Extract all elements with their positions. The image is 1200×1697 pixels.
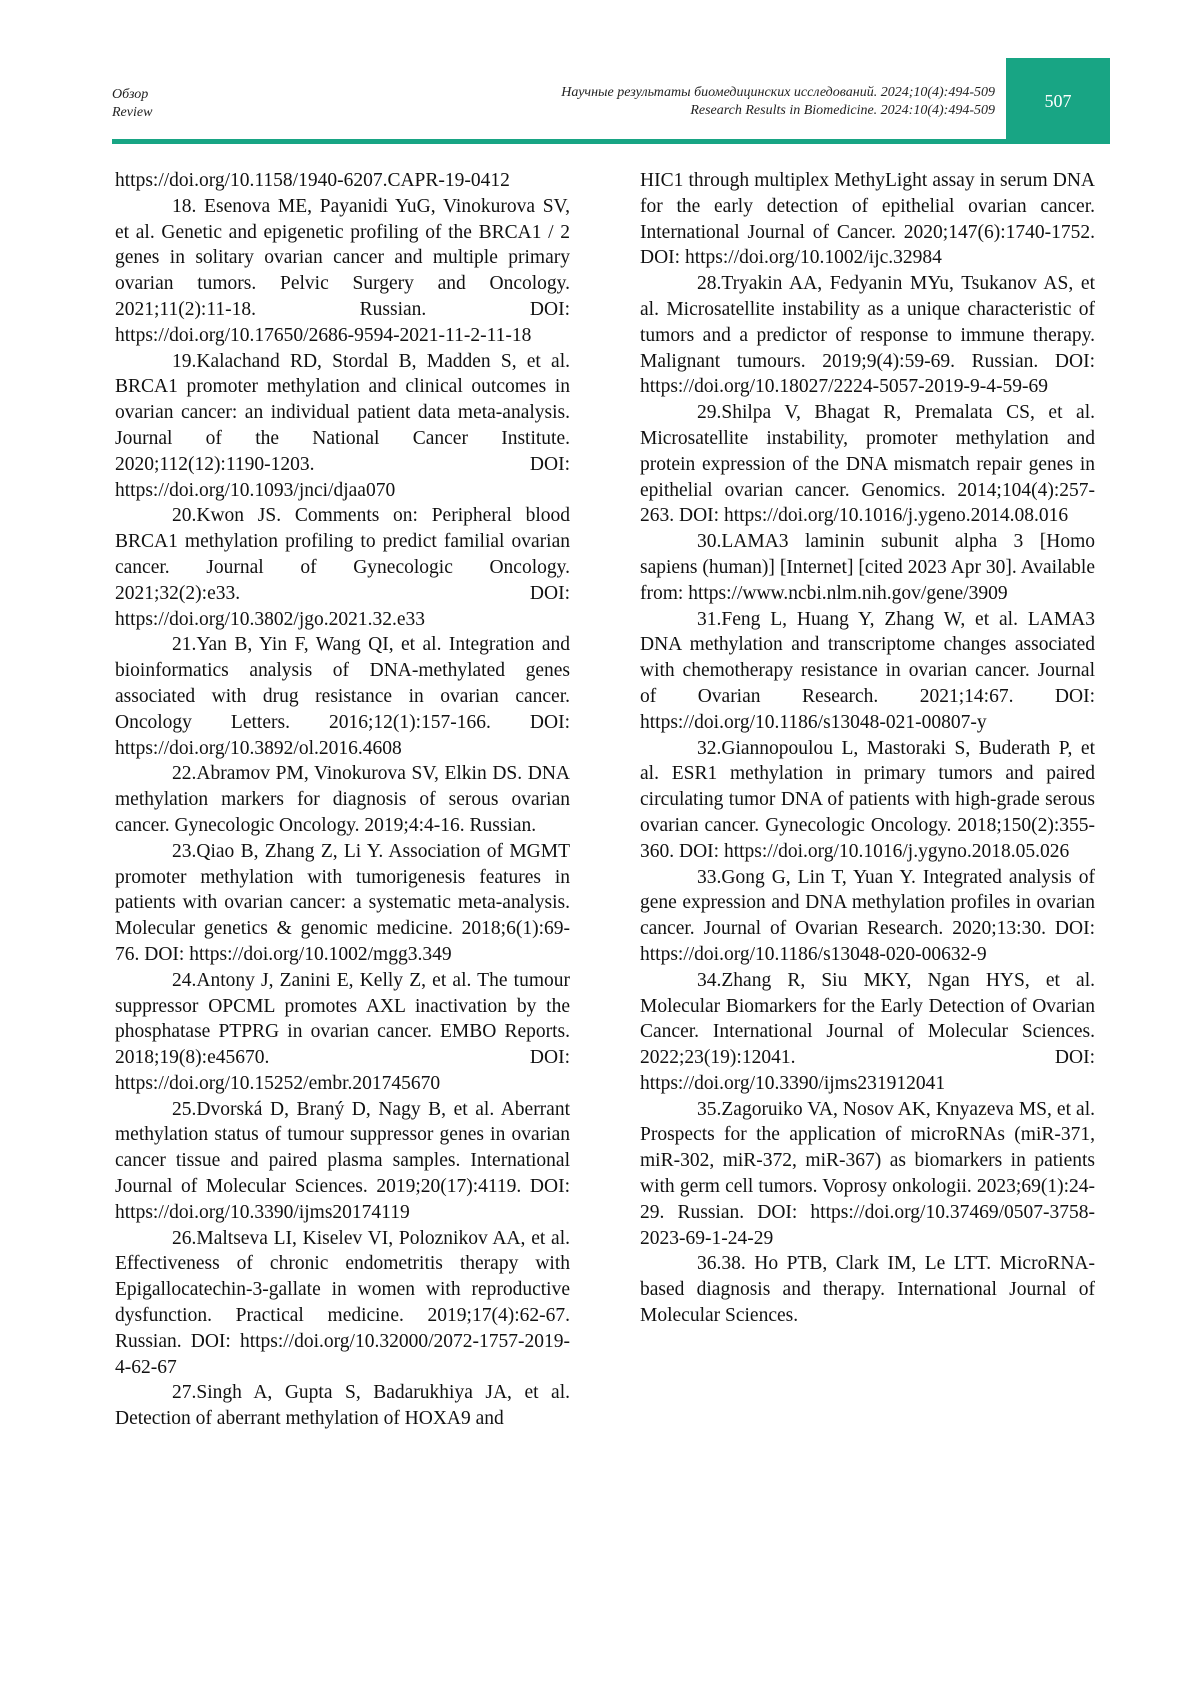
reference-item: 31.Feng L, Huang Y, Zhang W, et al. LAMA3 DNA methylation and transcriptome changes associated with chemotherapy resistance in ovarian cancer. Journal of Ovarian Research. 2021;14:67. DOI: https://doi.org/10.1186/s13048-021-00807-y: [640, 608, 1095, 733]
reference-item: 34.Zhang R, Siu MKY, Ngan HYS, et al. Molecular Biomarkers for the Early Detection of Ovarian Cancer. International Journal of Molecular Sciences. 2022;23(19):12041. DOI: https://doi.org/10.3390/ijms231912041: [640, 969, 1095, 1094]
reference-item: 23.Qiao B, Zhang Z, Li Y. Association of MGMT promoter methylation with tumorigenesis features in patients with ovarian cancer: a systematic meta-analysis. Molecular genetics & genomic medicine. 2018;6(1):69-76. DOI: https://doi.org/10.1002/mgg3.349: [115, 840, 570, 965]
reference-item: https://doi.org/10.1158/1940-6207.CAPR-19-0412: [115, 170, 510, 191]
reference-item: 24.Antony J, Zanini E, Kelly Z, et al. The tumour suppressor OPCML promotes AXL inactivation by the phosphatase PTPRG in ovarian cancer. EMBO Reports. 2018;19(8):e45670. DOI: https://doi.org/10.15252/embr.201745670: [115, 969, 570, 1094]
journal-citation-ru: Научные результаты биомедицинских исследований. 2024;10(4):494-509: [561, 85, 995, 100]
reference-column-right: [640, 168, 1095, 1329]
section-label-ru: Обзор: [112, 87, 149, 102]
reference-item: 30.LAMA3 laminin subunit alpha 3 [Homo sapiens (human)] [Internet] [cited 2023 Apr 30]. Available from: https://www.ncbi.nlm.nih.gov/gene/3909: [640, 531, 1095, 604]
page-number: 507: [1044, 90, 1072, 111]
reference-item: 26.Maltseva LI, Kiselev VI, Poloznikov AA, et al. Effectiveness of chronic endometritis therapy with Epigallocatechin-3-gallate in women with reproductive dysfunction. Practical medicine. 2019;17(4):62-67. Russian. DOI: https://doi.org/10.32000/2072-1757-2019-4-62-67: [115, 1227, 570, 1378]
section-label-en: Review: [112, 105, 153, 120]
reference-item: HIC1 through multiplex MethyLight assay in serum DNA for the early detection of epithelial ovarian cancer. International Journal of Cancer. 2020;147(6):1740-1752. DOI: https://doi.org/10.1002/ijc.32984: [640, 170, 1095, 269]
journal-citation-en: Research Results in Biomedicine. 2024:10(4):494-509: [690, 103, 995, 118]
reference-column-left: [115, 168, 570, 1432]
reference-item: 20.Kwon JS. Comments on: Peripheral blood BRCA1 methylation profiling to predict familial ovarian cancer. Journal of Gynecologic Oncology. 2021;32(2):e33. DOI: https://doi.org/10.3802/jgo.2021.32.e33: [115, 505, 570, 630]
reference-item: 22.Abramov PM, Vinokurova SV, Elkin DS. DNA methylation markers for diagnosis of serous ovarian cancer. Gynecologic Oncology. 2019;4:4-16. Russian.: [115, 763, 570, 836]
header-divider: [112, 139, 1110, 144]
reference-item: 28.Tryakin AA, Fedyanin MYu, Tsukanov AS, et al. Microsatellite instability as a unique characteristic of tumors and a predictor of response to immune therapy. Malignant tumours. 2019;9(4):59-69. Russian. DOI: https://doi.org/10.18027/2224-5057-2019-9-4-59-69: [640, 273, 1095, 398]
reference-item: 21.Yan B, Yin F, Wang QI, et al. Integration and bioinformatics analysis of DNA-methylated genes associated with drug resistance in ovarian cancer. Oncology Letters. 2016;12(1):157-166. DOI: https://doi.org/10.3892/ol.2016.4608: [115, 634, 570, 759]
reference-item: 32.Giannopoulou L, Mastoraki S, Buderath P, et al. ESR1 methylation in primary tumors and paired circulating tumor DNA of patients with high-grade serous ovarian cancer. Gynecologic Oncology. 2018;150(2):355-360. DOI: https://doi.org/10.1016/j.ygyno.2018.05.026: [640, 737, 1095, 862]
reference-item: 25.Dvorská D, Braný D, Nagy B, et al. Aberrant methylation status of tumour suppressor genes in ovarian cancer tissue and paired plasma samples. International Journal of Molecular Sciences. 2019;20(17):4119. DOI: https://doi.org/10.3390/ijms20174119: [115, 1098, 570, 1223]
journal-citation: [561, 84, 995, 120]
page-number-badge: [1006, 58, 1110, 144]
reference-item: 27.Singh A, Gupta S, Badarukhiya JA, et al. Detection of aberrant methylation of HOXA9 and: [115, 1382, 570, 1430]
reference-item: 36.38. Ho PTB, Clark IM, Le LTT. MicroRNA-based diagnosis and therapy. International Journal of Molecular Sciences.: [640, 1253, 1095, 1327]
reference-item: 18. Esenova ME, Payanidi YuG, Vinokurova SV, et al. Genetic and epigenetic profiling of the BRCA1 / 2 genes in solitary ovarian cancer and multiple primary ovarian tumors. Pelvic Surgery and Oncology. 2021;11(2):11-18. Russian. DOI: https://doi.org/10.17650/2686-9594-2021-11-2-11-18: [115, 195, 570, 346]
section-label: [112, 86, 152, 122]
reference-item: 19.Kalachand RD, Stordal B, Madden S, et al. BRCA1 promoter methylation and clinical outcomes in ovarian cancer: an individual patient data meta-analysis. Journal of the National Cancer Institute. 2020;112(12):1190-1203. DOI: https://doi.org/10.1093/jnci/djaa070: [115, 350, 570, 501]
reference-item: 35.Zagoruiko VA, Nosov AK, Knyazeva MS, et al. Prospects for the application of microRNAs (miR-371, miR-302, miR-372, miR-367) as biomarkers in patients with germ cell tumors. Voprosy onkologii. 2023;69(1):24-29. Russian. DOI: https://doi.org/10.37469/0507-3758-2023-69-1-24-29: [640, 1098, 1095, 1249]
reference-item: 29.Shilpa V, Bhagat R, Premalata CS, et al. Microsatellite instability, promoter methylation and protein expression of the DNA mismatch repair genes in epithelial ovarian cancer. Genomics. 2014;104(4):257-263. DOI: https://doi.org/10.1016/j.ygeno.2014.08.016: [640, 402, 1095, 527]
reference-item: 33.Gong G, Lin T, Yuan Y. Integrated analysis of gene expression and DNA methylation profiles in ovarian cancer. Journal of Ovarian Research. 2020;13:30. DOI: https://doi.org/10.1186/s13048-020-00632-9: [640, 866, 1095, 965]
